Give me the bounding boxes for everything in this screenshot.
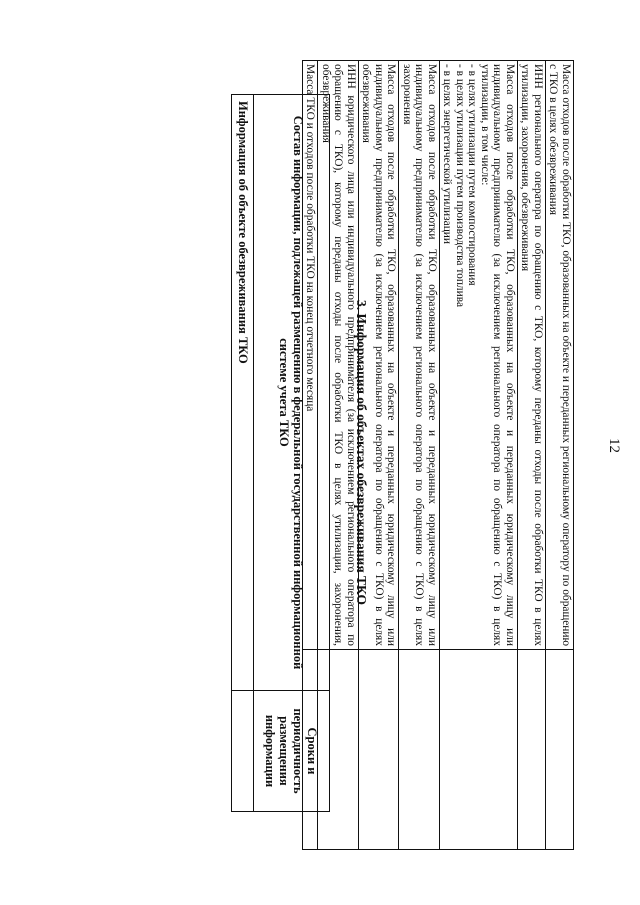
- header-deadlines: Сроки и периодичность размещения информации: [254, 691, 330, 812]
- list-item: - в целях утилизации путем производства топлива: [454, 64, 466, 307]
- row-description: [440, 61, 518, 650]
- empty-cell: [440, 650, 518, 850]
- list-item: - в целях утилизации путем компостирования: [466, 64, 479, 286]
- row-description: [546, 61, 574, 650]
- row-text: Масса отходов после обработки ТКО, образованных на объекте и переданных региональному оператору по обращению с ТКО в целях обезвреживания: [547, 64, 572, 646]
- table-row: [399, 61, 440, 850]
- empty-cell: [232, 691, 254, 812]
- disposal-info-table: [231, 94, 330, 812]
- section-title: 3. Информация об объектах обезвреживания ТКО: [354, 300, 369, 605]
- empty-cell: [518, 650, 546, 850]
- table-row: [518, 61, 546, 850]
- waste-mass-table: [302, 60, 574, 850]
- row-text: ИНН юридического лица или индивидуального предпринимателя (за исключением регионального оператора по обращению с ТКО), которому переданы отходы после обработки ТКО в целях утилизации, захоронения, обезвреживания: [320, 64, 357, 646]
- row-text: Масса отходов после обработки ТКО, образованных на объекте и переданных юридическому лицу или индивидуальному предпринимателю (за исключением регионального оператора по обращению с ТКО) в целях утилизации, в том числе:: [479, 64, 516, 646]
- row-text: Масса отходов после обработки ТКО, образованных на объекте и переданных юридическому лицу или индивидуальному предпринимателю (за исключением регионального оператора по обращению с ТКО) в целях захоронения: [401, 64, 438, 646]
- empty-cell: [546, 650, 574, 850]
- empty-cell: [399, 650, 440, 850]
- header-information-composition: Состав информации, подлежащей размещению в федеральной государственной информационной системе учета ТКО: [254, 95, 330, 691]
- row-text: ИНН регионального оператора по обращению с ТКО, которому переданы отходы после обработки ТКО в целях утилизации, захоронения, обезвреживания: [519, 64, 544, 646]
- table-row: [546, 61, 574, 850]
- page-number: 12: [606, 438, 622, 453]
- table-row: [232, 95, 254, 812]
- row-description: [399, 61, 440, 650]
- table-header-row: [254, 95, 330, 812]
- table-row: [440, 61, 518, 850]
- row-text: Масса отходов после обработки ТКО, образованных на объекте и переданных юридическому лицу или индивидуальному предпринимателю (за исключением регионального оператора по обращению с ТКО) в целях обезвреживания: [360, 64, 398, 646]
- row-disposal-object-info: Информация об объекте обезвреживания ТКО: [232, 95, 254, 691]
- row-text: Масса ТКО и отходов после обработки ТКО на конец отчетного месяца: [304, 64, 317, 412]
- list-item: - в целях энергетической утилизации: [441, 64, 454, 244]
- row-description: [518, 61, 546, 650]
